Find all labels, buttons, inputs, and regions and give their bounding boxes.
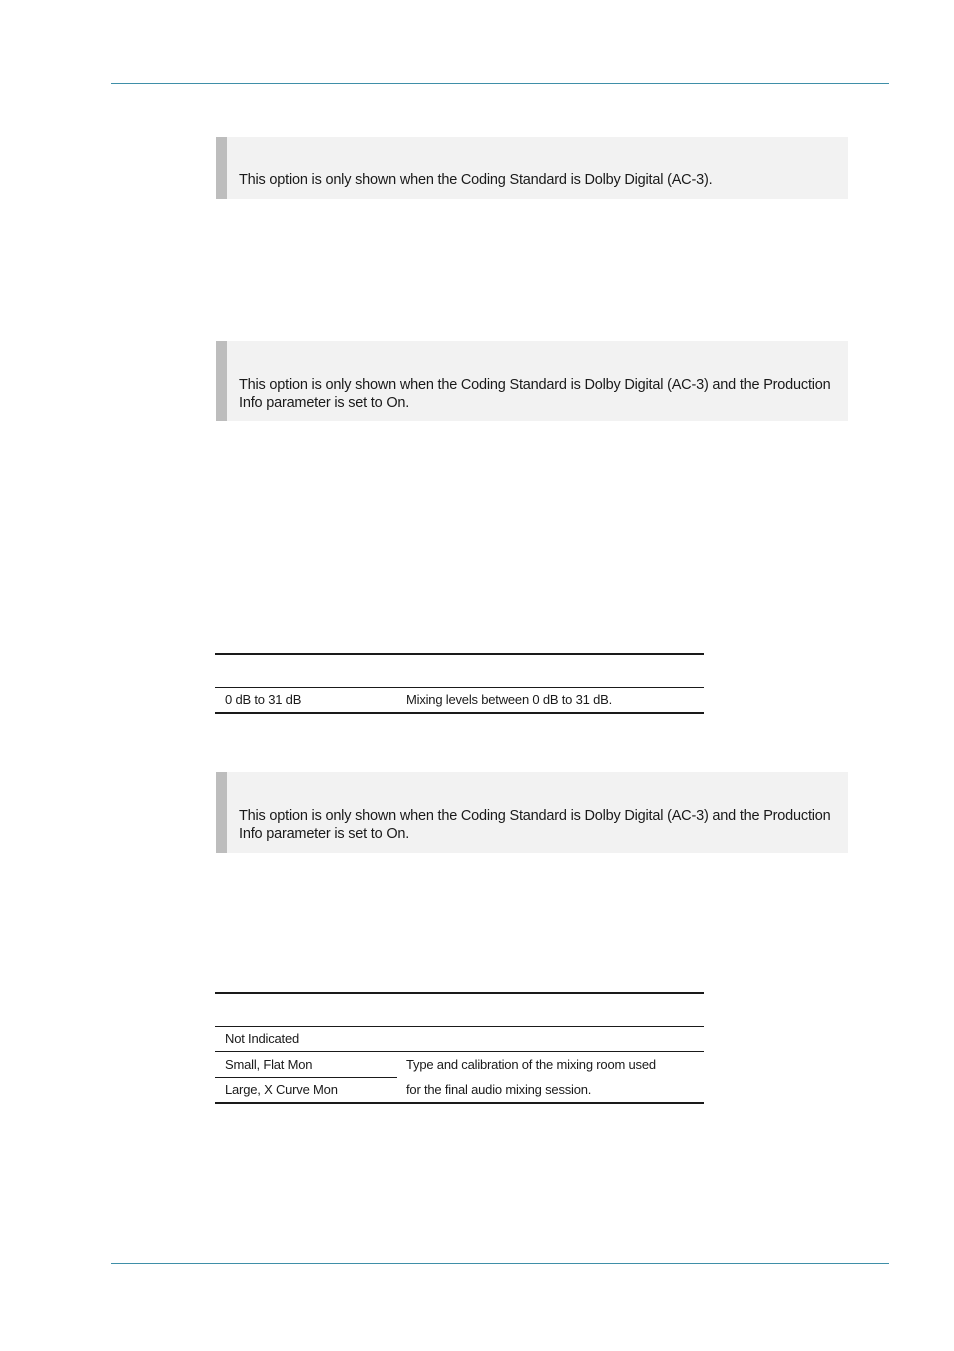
table-bottom-rule — [215, 1102, 704, 1104]
note-text-2: This option is only shown when the Coding Standard is Dolby Digital (AC-3) and the Production Info parameter is set to On. — [239, 377, 831, 411]
table-cell-setting: Small, Flat Mon — [225, 1057, 313, 1072]
table-top-rule — [215, 653, 704, 655]
table-cell-setting: 0 dB to 31 dB — [225, 692, 302, 707]
table-cell-setting: Large, X Curve Mon — [225, 1082, 338, 1097]
table-cell-description: Mixing levels between 0 dB to 31 dB. — [406, 692, 612, 707]
table-header-rule — [215, 1026, 704, 1027]
table-cell-description: for the final audio mixing session. — [406, 1082, 592, 1097]
header-rule — [111, 83, 889, 84]
note-box-3 — [216, 772, 848, 853]
note-box-1 — [216, 137, 848, 199]
mixing-level-table — [215, 652, 704, 716]
note-text-1: This option is only shown when the Coding Standard is Dolby Digital (AC-3). — [239, 172, 713, 188]
table-row-rule-partial — [215, 1077, 397, 1078]
room-type-table — [215, 991, 704, 1107]
note-box-2 — [216, 341, 848, 421]
footer-rule — [111, 1263, 889, 1264]
note-text-3: This option is only shown when the Coding Standard is Dolby Digital (AC-3) and the Production Info parameter is set to On. — [239, 808, 831, 842]
table-bottom-rule — [215, 712, 704, 714]
table-cell-setting: Not Indicated — [225, 1031, 300, 1046]
table-top-rule — [215, 992, 704, 994]
table-cell-description: Type and calibration of the mixing room used — [406, 1057, 656, 1072]
table-header-rule — [215, 687, 704, 688]
table-row-rule — [215, 1051, 704, 1052]
